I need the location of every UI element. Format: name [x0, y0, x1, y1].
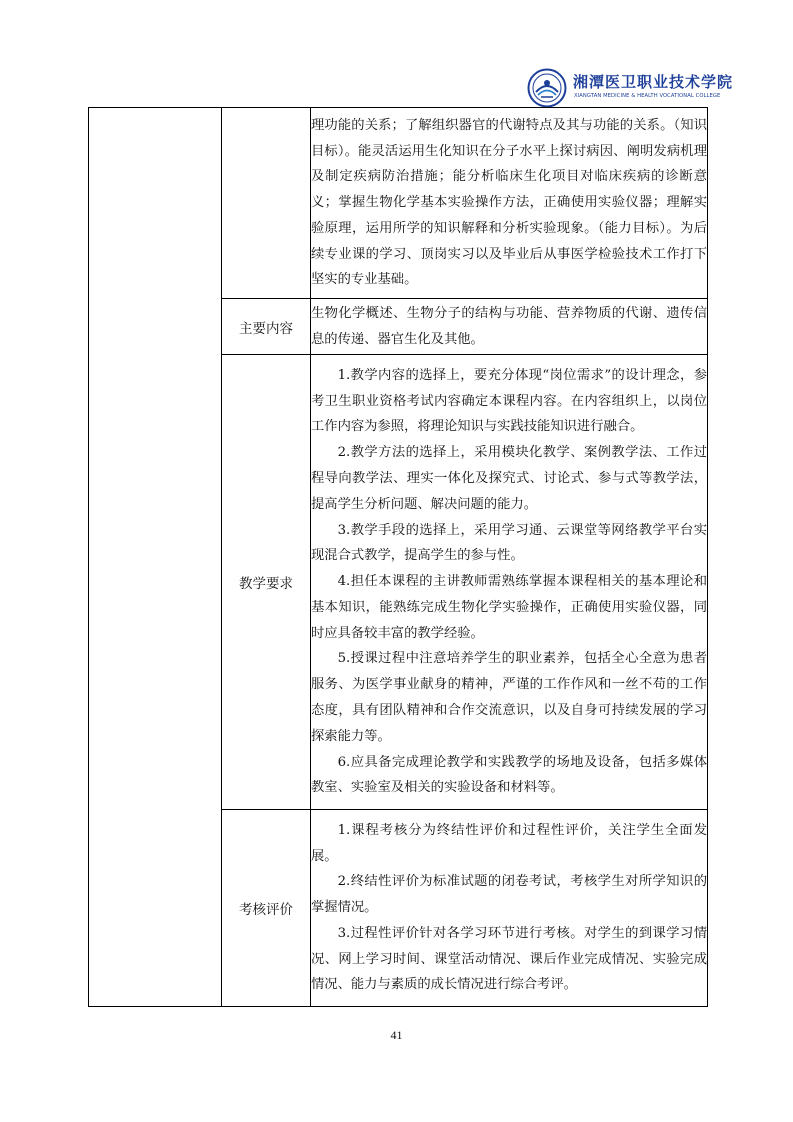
objectives-label-cell	[222, 108, 311, 299]
school-name-en: XIANGTAN MEDICINE & HEALTH VOCATIONAL COLLEGE	[574, 93, 721, 99]
objectives-text-cell	[311, 108, 708, 299]
teaching-label-cell: 教学要求	[222, 355, 311, 810]
teaching-paragraph: 6.应具备完成理论教学和实践教学的场地及设备，包括多媒体教室、实验室及相关的实验设备和材料等。	[311, 754, 707, 796]
content-text-cell	[311, 299, 708, 355]
assessment-paragraph: 1.课程考核分为终结性评价和过程性评价，关注学生全面发展。	[311, 822, 707, 864]
course-name-cell	[89, 108, 222, 1007]
assessment-text-cell	[311, 810, 708, 1007]
teaching-paragraph: 5.授课过程中注意培养学生的职业素养，包括全心全意为患者服务、为医学事业献身的精神，严谨的工作作风和一丝不苟的工作态度，具有团队精神和合作交流意识，以及自身可持续发展的学习探索能力等。	[311, 651, 707, 744]
assessment-paragraph: 2.终结性评价为标准试题的闭卷考试，考核学生对所学知识的掌握情况。	[311, 874, 707, 916]
table-row-objectives	[89, 108, 708, 299]
page-number: 41	[390, 1028, 403, 1042]
content-label-cell: 主要内容	[222, 299, 311, 355]
assessment-paragraph: 3.过程性评价针对各学习环节进行考核。对学生的到课学习情况、网上学习时间、课堂活动情况、课后作业完成情况、实验完成情况、能力与素质的成长情况进行综合考评。	[311, 925, 707, 993]
teaching-paragraph: 4.担任本课程的主讲教师需熟练掌握本课程相关的基本理论和基本知识，能熟练完成生物化学实验操作，正确使用实验仪器，同时应具备较丰富的教学经验。	[311, 574, 707, 641]
teaching-paragraph: 2.教学方法的选择上，采用模块化教学、案例教学法、工作过程导向教学法、理实一体化及探究式、讨论式、参与式等教学法，提高学生分析问题、解决问题的能力。	[311, 445, 707, 512]
course-table	[88, 107, 708, 1007]
teaching-text-cell	[311, 355, 708, 810]
assessment-label-cell: 考核评价	[222, 810, 311, 1007]
content-text: 生物化学概述、生物分子的结构与功能、营养物质的代谢、遗传信息的传递、器官生化及其他。	[311, 305, 707, 347]
teaching-paragraph: 1.教学内容的选择上，要充分体现“岗位需求”的设计理念，参考卫生职业资格考试内容确定本课程内容。在内容组织上，以岗位工作内容为参照，将理论知识与实践技能知识进行融合。	[311, 367, 707, 435]
objectives-text: 理功能的关系；了解组织器官的代谢特点及其与功能的关系。（知识目标）。能灵活运用生化知识在分子水平上探讨病因、阐明发病机理及制定疾病防治措施；能分析临床生化项目对临床疾病的诊断意义；掌握生物化学基本实验操作方法，正确使用实验仪器；理解实验原理，运用所学的知识解释和分析实验现象。（能力目标）。为后续专业课的学习、顶岗实习以及毕业后从事医学检验技术工作打下坚实的专业基础。	[311, 117, 707, 288]
teaching-paragraph: 3.教学手段的选择上，采用学习通、云课堂等网络教学平台实现混合式教学，提高学生的参与性。	[311, 522, 707, 564]
school-emblem-icon	[527, 68, 567, 108]
school-name-cn: 湘潭医卫职业技术学院	[573, 73, 734, 91]
school-logo	[527, 68, 734, 108]
